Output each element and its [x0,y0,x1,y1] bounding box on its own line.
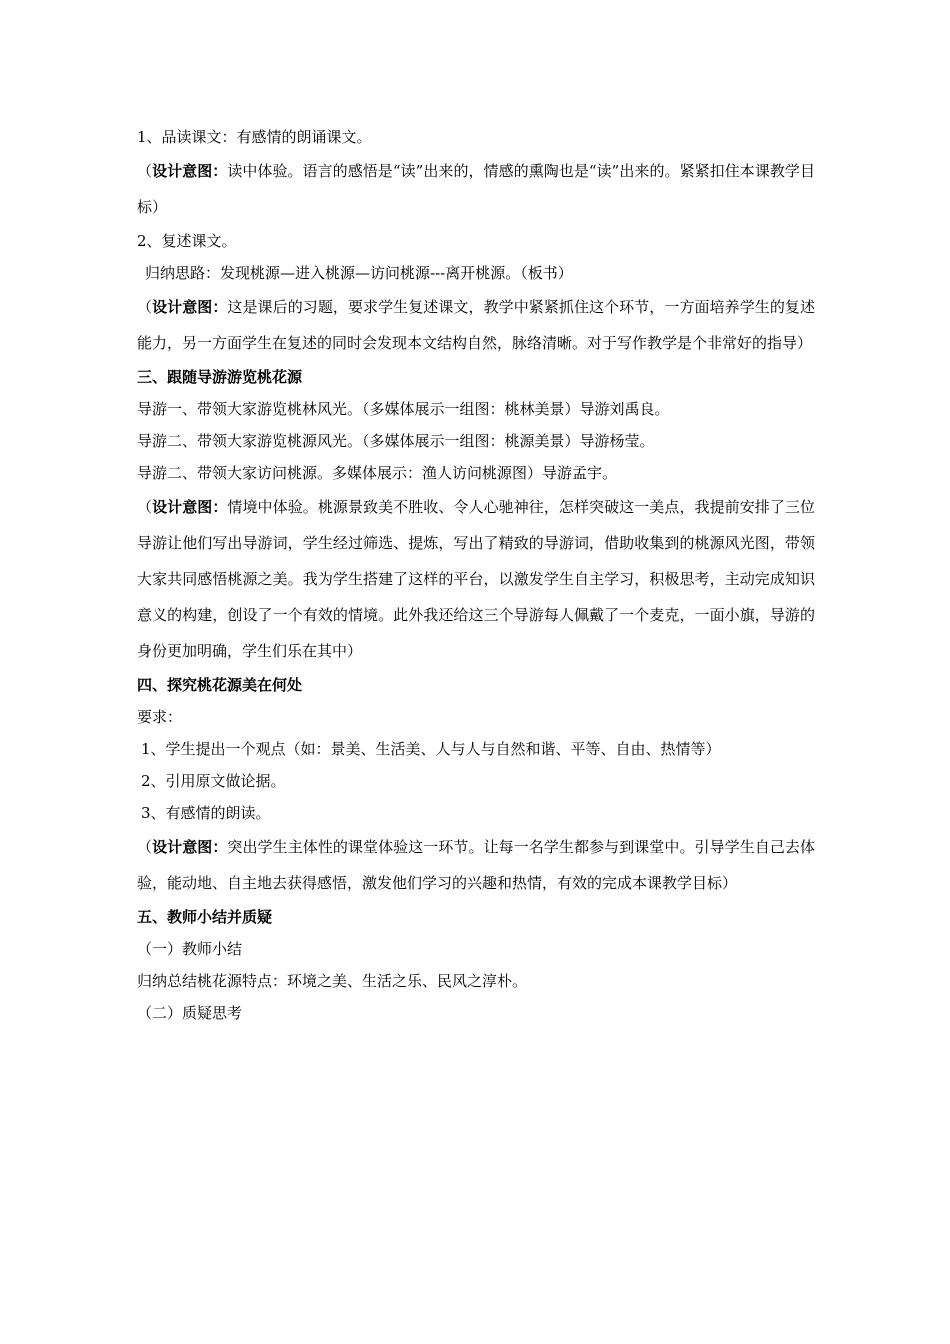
document-page [137,121,815,1029]
guide-1: 导游一、带领大家游览桃林风光。（多媒体展示一组图：桃林美景）导游刘禹良。 [137,400,670,418]
paren-open: （ [137,298,153,316]
design-intent-label: 设计意图： [152,298,228,316]
requirement-2: 2、引用原文做论据。 [141,772,286,790]
requirement-3: 3、有感情的朗读。 [141,804,271,822]
design-intent-4 [137,829,815,901]
guide-3: 导游二、带领大家访问桃源。多媒体展示：渔人访问桃源图）导游孟宇。 [137,464,618,482]
design-intent-3 [137,489,815,669]
design-intent-text: 读中体验。语言的感悟是“读”出来的，情感的熏陶也是“读”出来的。紧紧扣住本课教学目标） [137,162,815,216]
design-intent-1 [137,153,815,225]
section-title-4: 四、探究桃花源美在何处 [137,676,303,694]
paren-open: （ [137,838,153,856]
paren-open: （ [137,498,153,516]
subsection-teacher-summary: （一）教师小结 [137,940,243,958]
design-intent-label: 设计意图： [152,838,228,856]
design-intent-label: 设计意图： [152,162,228,180]
paren-open: （ [137,162,153,180]
requirement-1: 1、学生提出一个观点（如：景美、生活美、人与人与自然和谐、平等、自由、热情等） [141,740,721,758]
design-intent-2 [137,289,815,361]
design-intent-text: 突出学生主体性的课堂体验这一环节。让每一名学生都参与到课堂中。引导学生自己去体验，能动地、自主地去获得感悟，激发他们学习的兴趣和热情，有效的完成本课教学目标） [137,838,815,892]
section-title-5: 五、教师小结并质疑 [137,908,273,926]
requirements-label: 要求： [137,708,183,726]
summary-path: 归纳思路：发现桃源—进入桃源—访问桃源---离开桃源。（板书） [145,264,573,282]
guide-2: 导游二、带领大家游览桃源风光。（多媒体展示一组图：桃源美景）导游杨莹。 [137,432,655,450]
design-intent-label: 设计意图： [152,498,228,516]
item-retell-text: 2、复述课文。 [137,232,237,250]
design-intent-text: 情境中体验。桃源景致美不胜收、令人心驰神往，怎样突破这一美点，我提前安排了三位导游让他们写出导游词，学生经过筛选、提炼，写出了精致的导游词，借助收集到的桃源风光图，带领大家共同感悟桃源之美。我为学生搭建了这样的平台，以激发学生自主学习，积极思考，主动完成知识意义的构建，创设了一个有效的情境。此外我还给这三个导游每人佩戴了一个麦克，一面小旗，导游的身份更加明确，学生们乐在其中） [137,498,815,660]
summary-features: 归纳总结桃花源特点：环境之美、生活之乐、民风之淳朴。 [137,972,528,990]
item-read-text: 1、品读课文：有感情的朗诵课文。 [137,128,372,146]
subsection-question-thinking: （二）质疑思考 [137,1004,243,1022]
design-intent-text: 这是课后的习题，要求学生复述课文，教学中紧紧抓住这个环节，一方面培养学生的复述能力，另一方面学生在复述的同时会发现本文结构自然，脉络清晰。对于写作教学是个非常好的指导） [137,298,815,352]
section-title-3: 三、跟随导游游览桃花源 [137,368,303,386]
